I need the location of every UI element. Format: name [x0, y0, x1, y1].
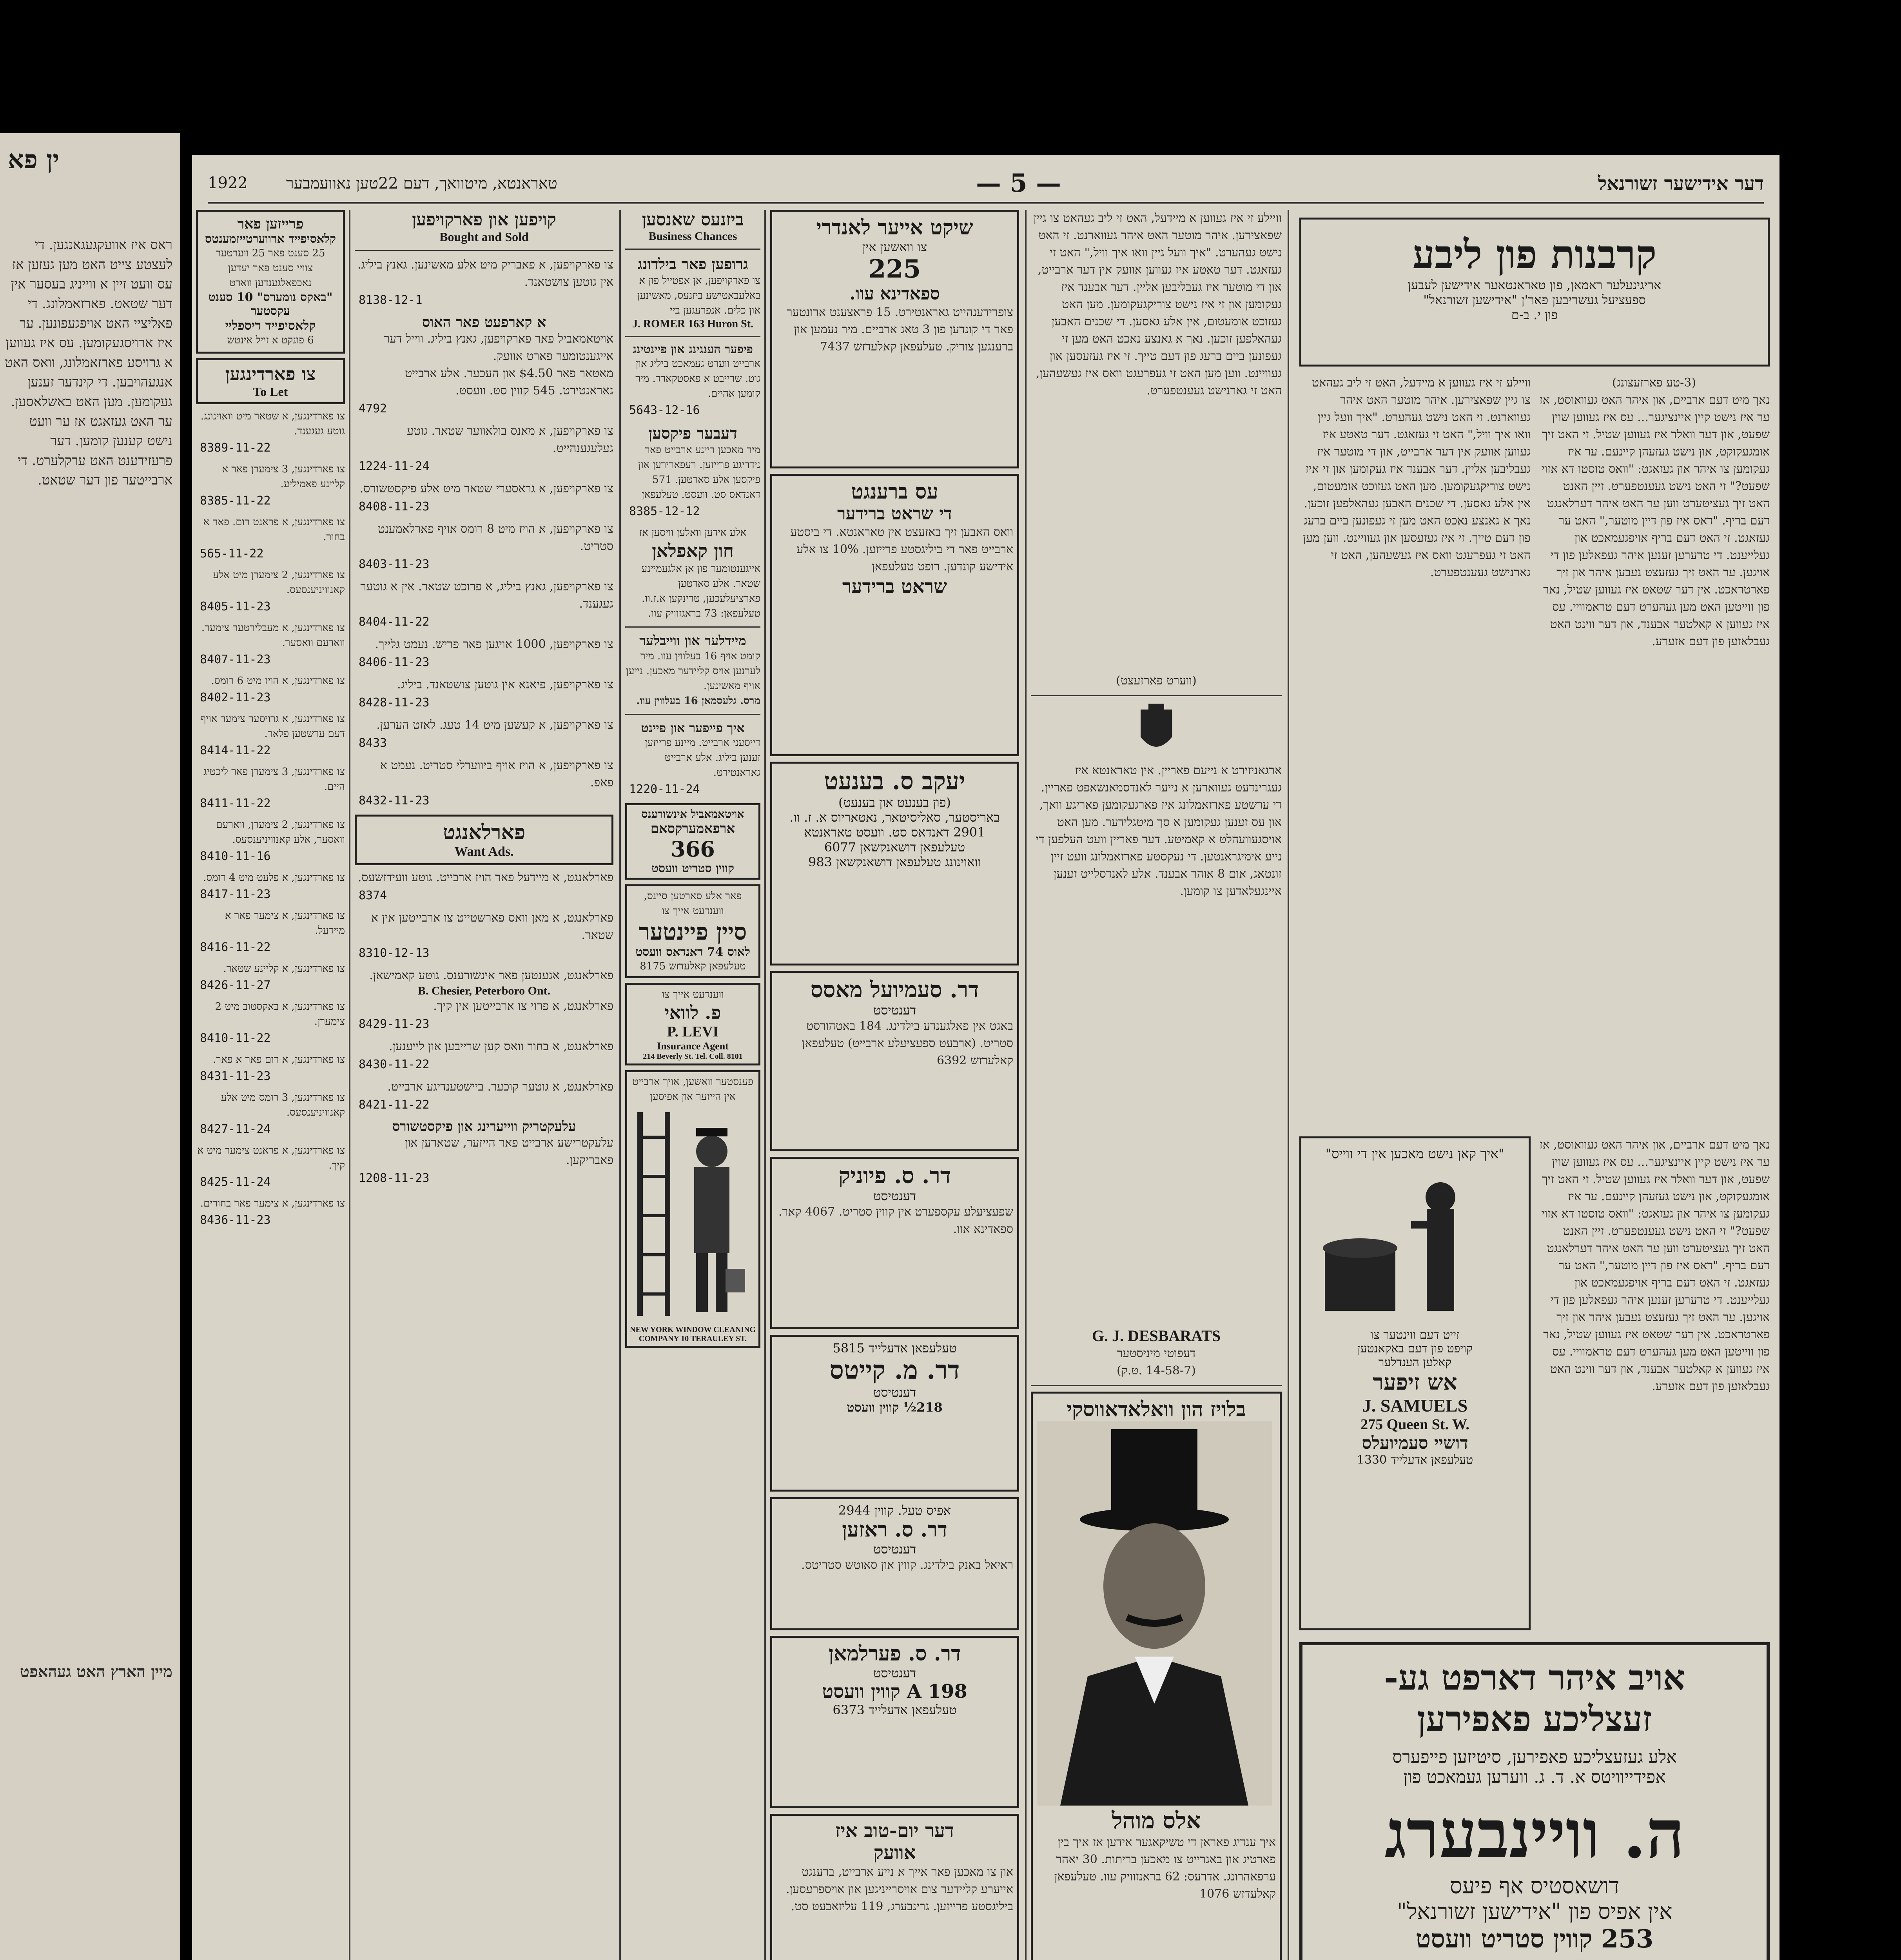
rental-ad: צו פארדינגען, א פראנט רום. פאר א בחור. [203, 516, 345, 543]
novel-title-box [1299, 218, 1770, 367]
dentist-rosen-name: דר. ס. ראזען [842, 1518, 947, 1542]
laundry-title: שיקט אייער לאנדרי [816, 216, 973, 240]
rental-ad: צו פארדינגען, 3 צימערן פאר א קליינע פאמיליע. [222, 463, 345, 490]
lawyer-phone-home: וואוינונג טעלעפאן דושאנקשאן 983 [808, 855, 981, 869]
dentist-piunik-card [770, 1157, 1019, 1329]
dentist-perlman-title: דענטיסט [873, 1666, 916, 1681]
issue-year: 1922 [208, 174, 248, 192]
laundry-sub: צו וואשען אין [862, 240, 927, 254]
bought-sold-title-en: Bought and Sold [439, 230, 529, 244]
notice-body-top: וויילע זי איז געווען א מיידעל, האט זי ליב געהאט צו גיין שפאצירען. איהר מוטער האט איהר געווארנט. זי האט נישט געהערט. "איך וועל גיין וואו איך וויל," האט זי געזאגט. דער טאטע איז געווען אוועק אין דער ארבייט, און די מוטער איז געבליבען אליין. דער אבענד איז געקומען און זי איז נישט צוריקגעקומען. מען האט געזוכט אומעטום, אין אלע גאסען. די שכנים האבען געהאלפען זוכען. נאך א גאנצע נאכט האט מען זי געפונען ביים ברעג פון דעם טייך. זי איז געזעסען און געוויינט. ווען מען האט זי געפרעגט וואס איז געשעהען, האט זי גארנישט געענטפערט. [1033, 211, 1282, 397]
tailor-ad [770, 1814, 1019, 1960]
window-cleaning-ad [625, 1070, 760, 1348]
brothers-ad [770, 474, 1019, 756]
rates-sub: קלאסיפייד ארווערטייזמענטס [205, 232, 336, 246]
novel-author: פון י. ב-ם [1511, 307, 1558, 322]
novel-chapter: (3-טע פארזעצונג) [1612, 376, 1696, 390]
classified-ref: 8406-11-23 [359, 655, 430, 669]
dentist-keith-name: דר. מ. קייטס [829, 1356, 960, 1385]
rental-ref: 8427-11-24 [200, 1122, 271, 1136]
coal-ad-line1: זייט דעם ווינטער צו [1370, 1328, 1460, 1342]
brothers-sub: די שראט ברידער [837, 504, 952, 524]
rental-ad: צו פארדינגען, א באקסטוב מיט 2 צימערן. [215, 1001, 345, 1027]
rental-ref: 8426-11-27 [200, 978, 271, 992]
newspaper-page [192, 155, 1779, 1960]
column-business-chances [625, 210, 760, 1960]
rental-ref: 8407-11-23 [200, 653, 271, 666]
coal-ad-en-name: J. SAMUELS [1362, 1396, 1468, 1416]
dentist-keith-title: דענטיסט [873, 1385, 916, 1400]
novel-credit: ספעציעל געשריבען פאר'ן "אידישען זשורנאל" [1423, 292, 1646, 307]
tailor-text: און צו מאכען פאר אייך א נייע ארבייט, ברענגט אייערע קליידער צום אויסרייניגען און אויספרעסען. ביליגסטע פרייזען. גרינבערג, 119 עליזאבעט סט. [785, 1865, 1013, 1913]
dentist-perlman-phone: טעלעפאן אדעלייד 6373 [833, 1702, 957, 1717]
rental-ad: צו פארדינגען, 3 רומס מיט אלע קאנוויניענסעס. [221, 1092, 345, 1118]
mohel-ad [1031, 1392, 1282, 1960]
coal-ad-en-address: 275 Queen St. W. [1360, 1416, 1469, 1433]
rental-ref: 8389-11-22 [200, 441, 271, 455]
novel-lower-row [1295, 1132, 1774, 1634]
classified-ad: פארלאנגט, א פרוי צו ארבייטען אין קיך. [433, 999, 613, 1013]
legal-ad-line1: אויב איהר דארפט גע- [1384, 1657, 1685, 1698]
dentist-piunik-title: דענטיסט [873, 1189, 916, 1203]
mohel-ad-caption: בלויז הון וואלאדאווסקי [1067, 1397, 1246, 1421]
classified-ad: צו פארקויפען, א קעשען מיט 14 טעג. לאזט הערען. [376, 718, 613, 732]
ad-painting-title: איך פייפער און פיינט [641, 720, 745, 735]
lawyer-name: יעקב ס. בענעט [824, 768, 965, 795]
divider [625, 249, 760, 250]
legal-ad-name: ה. וויינבערג [1384, 1795, 1685, 1873]
laundry-text: צופרידענהייט גאראנטירט. 15 פראצענט ארונטער פאר די קונדען פון 3 טאג ארביים. מיר נעמען און ברענגען צוריק. טעלעפאן קאלעדזש 7437 [786, 305, 1013, 354]
rental-ref: 8402-11-23 [200, 691, 271, 704]
sign-painter-ad [625, 884, 760, 978]
classified-ad: פארלאנגט, א מאן וואס פארשטייט צו ארבייטען אין א שטאר. [371, 911, 613, 942]
rental-ref: 8414-11-22 [200, 744, 271, 757]
legal-ad-line4: אפידייוויטס א. ד. ג. ווערען געמאכט פון [1403, 1767, 1666, 1787]
sign-painter-address: לאוס 74 דאנדאס וועסט [635, 945, 750, 959]
column-bought-sold [355, 210, 613, 1960]
sign-painter-phone: טעלעפאן קאלעדזש 8175 [640, 960, 746, 972]
wanted-header-box [355, 815, 613, 865]
classified-ref: 8421-11-22 [359, 1098, 430, 1112]
classified-ref: 8404-11-22 [359, 615, 430, 629]
classified-heading: עלעקטריק ווייערינג און פיקסטשורס [392, 1119, 576, 1134]
dentist-perlman-name: דר. ס. פערלמאן [828, 1642, 961, 1666]
mohel-name: אלס מוהל [1112, 1807, 1201, 1834]
insurance-agent-head: ווענדעט אייך צו [662, 989, 724, 1000]
rental-ad: צו פארדינגען, א צימער פאר בחורים. [200, 1198, 345, 1209]
window-cleaning-text: פענסטער וואשען, אויך ארבייט אין הייזער און אפיסען [632, 1076, 753, 1103]
bought-sold-title: קויפען און פארקויפען [412, 210, 556, 230]
issue-date: טאראנטא, מיטוואך, דעם 22טען נאוועמבער [286, 174, 557, 192]
auto-insurance-street: קווין סטריט וועסט [651, 862, 735, 875]
dentist-keith-phone: טעלעפאן אדעלייד 5815 [833, 1341, 957, 1356]
divider [1031, 695, 1282, 696]
divider [355, 250, 613, 251]
rental-ad: צו פארדינגען, א צימער פאר א מיידעל. [225, 910, 345, 936]
lawyer-phone: טעלעפאן דושאנקשאן 6077 [824, 840, 965, 855]
dentist-piunik-name: דר. ס. פיוניק [838, 1163, 951, 1189]
ad-school-title: גרופען פאר בילדונג [637, 255, 748, 273]
classified-ad: צו פארקויפען, א גראסערי שטאר מיט אלע פיקסטשורס. [359, 482, 613, 495]
lawyer-card [770, 762, 1019, 965]
rental-ref: 8410-11-22 [200, 1031, 271, 1045]
government-notice-body: ארגאניזירט א נייעם פאריין. אין טאראנטא איז געגרינדעט געווארען א נייער לאנדסמאנשאפט פאריין. די ערשטע פארזאמלונג איז פארגעקומען פאריגע וואך, און עס זענען געקומען א סך מיטגלידער. מען האט אויסגעוועהלט א קאמיטע. דער פאריין וועט העלפען די נייע אימיגראנטען. די נעקסטע פארזאמלונג וועט זיין זונטאג, אום 8 אוהר אבענד. אלע לאנדסלייט זענען איינגעלאדען צו קומען. [1036, 764, 1282, 898]
rental-ad: צו פארדינגען, 2 צימערן, ווארעם וואסער, אלע קאנוויניענסעס. [216, 819, 345, 846]
classified-ref: 8310-12-13 [359, 946, 430, 960]
brothers-text: וואס האבען זיך באזעצט אין טאראנטא. די ביסטע ארבייט פאר די ביליגסטע פרייזען. 10% צו אלע אידישע קונדען. רופט טעלעפאן [790, 525, 1013, 573]
classified-ref: 4792 [359, 402, 387, 416]
novel-body-lower: נאך מיט דעם ארביים, און איהר האט געוואוסט, אז ער איז נישט קיין איינציגער... עס איז געווען שוין שפעט, און דער וואלד איז געווען שטיל. זי האט זיך אומגעקוקט, און נישט געזעהן קיינעם. ער איז געקומען צו איהר און געזאגט: "וואס טוסטו דא אזוי שפעט?" זי האט נישט געענטפערט. זיין האנט האט זיך געציטערט ווען ער האט איהר דערלאנגט דעם בריף. "דאס איז פון דיין מוטער," האט ער געזאגט. זי האט דעם בריף אויפגעמאכט און געלייענט. די טרערען זענען איהר געפאלען פון די אויגען. ער האט זיך געזעצט נעבען איהר און זיך פארטראכט. אין דער שטאט איז געווען שטיל, נאר פון ווייטען האט מען געהערט דעם טראמוויי. עס איז געווען א קאלטער אבענד, און דער ווינט האט געבלאזען פון דעם אזערע. [1539, 1138, 1770, 1393]
dentist-moss-name: דר. סעמיועל מאסס [810, 977, 979, 1003]
novel-text-col-left [1299, 374, 1531, 1132]
desbarats-title: דעפוטי מיניסטער [1117, 1347, 1196, 1360]
sign-painter-title: סיין פיינטער [639, 918, 747, 945]
paper-name: דער אידישער זשורנאל [1598, 172, 1764, 194]
classified-ad: צו פארקויפען, גאנץ ביליג, א פרוכט שטאר. אין א גוטער געגענד. [360, 580, 613, 611]
dentist-rosen-text: ראיאל באנק בילדינג. קווין און סאוטש סטריטס. [801, 1558, 1013, 1572]
dentist-rosen-title: דענטיסט [873, 1542, 916, 1557]
rental-ad: צו פארדינגען, א פלעט מיט 4 רומס. [203, 872, 345, 884]
coal-ad-name: אש זיפער [1373, 1369, 1457, 1395]
classified-ref: 8432-11-23 [359, 794, 430, 808]
rental-ad: צו פארדינגען, א הויז מיט 6 רומס. [211, 675, 345, 687]
prev-page-masthead: ין פא [8, 145, 60, 174]
classified-ref: 8408-11-23 [359, 500, 430, 514]
dentist-moss-title: דענטיסט [873, 1003, 916, 1018]
dentist-keith-card [770, 1335, 1019, 1492]
novel-body-continued: וויילע זי איז געווען א מיידעל, האט זי ליב געהאט צו גיין שפאצירען. איהר מוטער האט איהר געווארנט. זי האט נישט געהערט. "איך וועל גיין וואו איך וויל," האט זי געזאגט. דער טאטע איז געווען אוועק אין דער ארבייט, און די מוטער איז געבליבען אליין. דער אבענד איז געקומען און זי איז נישט צוריקגעקומען. מען האט געזוכט אומעטום, אין אלע גאסען. די שכנים האבען געהאלפען זוכען. נאך א גאנצע נאכט האט מען זי געפונען ביים ברעג פון דעם טייך. זי איז געזעסען און געוויינט. ווען מען האט זי געפרעגט וואס איז געשעהען, האט זי גארנישט געענטפערט. [1303, 376, 1531, 579]
legal-ad-line2: זעצליכע פאפירען [1417, 1698, 1652, 1739]
to-let-header-box [196, 358, 345, 404]
ad-rubber-text: מיר מאכען ריינע ארבייט פאר נידריגע פרייזען. רעפארירען און פיקסען אלע סארטען. 571 דאנדאס סט. וועסט. טעלעפאן [638, 444, 760, 501]
dentist-piunik-text: שפעציעלע עקספערט אין קווין סטריט. 4067 קאר. ספאדינא אוו. [778, 1205, 1013, 1236]
rental-ad: צו פארדינגען, א רום פאר א פאר. [213, 1054, 345, 1065]
dentist-keith-address: 218½ קווין וועסט [847, 1400, 943, 1415]
rental-ad: צו פארדינגען, 3 צימערן פאר ליכטיג היים. [203, 766, 345, 793]
classified-ad: פארלאנגט, אגענטען פאר אינשורענס. גוטע קאמישאן. [369, 969, 613, 982]
laundry-address-number: 225 [868, 254, 921, 284]
classified-ad: אויטאמאביל פאר פארקויפען, גאנץ ביליג. ווייל דער אייגענטומער פארט אוועק. [384, 332, 613, 363]
insurance-agent-en-title: Insurance Agent [657, 1040, 729, 1052]
ad-painter-title: פיפער הענגינג און פיינטינג [632, 343, 753, 356]
to-let-title: צו פארדינגען [225, 363, 316, 385]
crest-icon [1031, 702, 1282, 760]
ad-sewing-title: מיידלער און ווייבלער [639, 633, 746, 649]
rental-ref: 8416-11-22 [200, 940, 271, 954]
classified-ref: 8433 [359, 736, 387, 750]
ad-painting-ref: 1220-11-24 [629, 782, 700, 796]
column-professional-cards [770, 210, 1019, 1960]
tailor-title: דער יום-טוב איז [835, 1820, 954, 1842]
mohel-text: איך ענדיג פאראן די טשיקאגער אידען אז איך בין פארטיג און באגרייט צו מאכען בריתות. 30 יאהר ערפאהרונג. אדרעס: 62 בראנזוויק עוו. טעלעפאן קאלעדזש 1076 [1054, 1835, 1276, 1901]
rates-display-title: קלאסיפייד דיספליי [225, 318, 316, 333]
wanted-title-en: Want Ads. [454, 844, 514, 859]
sign-painter-head: פאר אלע סארטען סיינס, ווענדעט אייך צו [644, 890, 742, 917]
auto-insurance-number: 366 [671, 837, 715, 862]
insurance-agent-en-address: 214 Beverly St. Tel. Coll. 8101 [643, 1052, 743, 1061]
rental-ref: 8410-11-16 [200, 849, 271, 863]
divider [625, 714, 760, 715]
column-rule [764, 210, 766, 1960]
rental-ref: 8425-11-24 [200, 1175, 271, 1189]
novel-title: קרבנות פון ליבע [1412, 231, 1657, 278]
rental-ad: צו פארדינגען, א קליינע שטאר. [223, 963, 345, 975]
legal-ad-line5: דושאסטיס אף פיעס [1449, 1873, 1620, 1899]
window-cleaning-address: COMPANY 10 TERAULEY ST. [639, 1334, 747, 1343]
mohel-portrait [1037, 1421, 1272, 1806]
insurance-agent-name: פ. לוואי [664, 1002, 721, 1023]
legal-ad-line3: אלע געזעצליכע פאפירען, סיטיזען פייפערס [1392, 1747, 1677, 1767]
dentist-moss-card [770, 971, 1019, 1151]
column-to-let [196, 210, 345, 1960]
ad-kaplan-title: חון קאפלאן [652, 540, 734, 561]
ad-sewing-contact: מרס. גלעסמאן 16 בעלווין עוו. [636, 695, 760, 707]
ad-kaplan-head: אלע אידען וואלען וויסען אז [639, 527, 747, 539]
rates-line: 25 סענט פאר 25 ווערטער [216, 247, 325, 259]
novel-text-col-right [1538, 374, 1770, 1132]
ad-painting-text: דייסעני ארבייט. מיינע פרייזען זענען ביליג. אלע ארבייט גאראנטירט. [644, 737, 760, 779]
column-serial-novel [1295, 210, 1774, 1960]
column-rule [619, 210, 621, 1960]
page-number: — 5 — [976, 169, 1061, 198]
novel-body: נאך מיט דעם ארביים, און איהר האט געוואוסט, אז ער איז נישט קיין איינציגער... עס איז געווען שוין שפעט, און דער וואלד איז געווען שטיל. זי האט זיך אומגעקוקט, און נישט געזעהן קיינעם. ער איז געקומען צו איהר און געזאגט: "וואס טוסטו דא אזוי שפעט?" זי האט נישט געענטפערט. זיין האנט האט זיך געציטערט ווען ער האט איהר דערלאנגט דעם בריף. "דאס איז פון דיין מוטער," האט ער געזאגט. זי האט דעם בריף אויפגעמאכט און געלייענט. די טרערען זענען איהר געפאלען פון די אויגען. ער האט זיך געזעצט נעבען איהר און זיך פארטראכט. אין דער שטאט איז געווען שטיל, נאר פון ווייטען האט מען געהערט דעם טראמוויי. עס איז געווען א קאלטער אבענד, און דער ווינט האט געבלאזען פון דעם אזערע. [1539, 393, 1770, 648]
novel-subtitle: אריגינעלער ראמאן, פון טאראנטאער אידישען לעבען [1408, 278, 1662, 292]
classified-ad: צו פארקויפען, פיאנא אין גוטען צושטאנד. ביליג. [397, 678, 613, 691]
wanted-title: פארלאנגט [443, 820, 526, 844]
column-rule [349, 210, 350, 1960]
coal-ad [1299, 1136, 1531, 1630]
lawyer-address: 2901 דאנדאס סט. וועסט טאראנטא [804, 825, 985, 840]
ad-kaplan-text: אייגענטומער פון אן אלגעמיינע שטאר. אלע סארטען פארציעלעכען, טרינקען א.ז.וו. טעלעפאן: 73 בראגזוויק עוו. [641, 563, 760, 619]
coal-ad-yiddish-name: דושיי סעמיועלס [1362, 1433, 1468, 1453]
previous-page-strip [0, 133, 180, 1960]
auto-insurance-sub: ארפאמערקסאם [650, 821, 735, 837]
laundry-street: ספאדינא עוו. [849, 284, 940, 304]
column-rule [1025, 210, 1027, 1960]
column-rule [1288, 210, 1289, 1960]
legal-ad-line6: אין אפיס פון "אידישען זשורנאל" [1397, 1899, 1672, 1924]
brothers-name: שראט ברידער [842, 575, 947, 597]
rates-title: פרייזען פאר [237, 216, 304, 232]
dentist-rosen-phone: אפיס טעל. קווין 2944 [838, 1503, 951, 1518]
desbarats-name: G. J. DESBARATS [1092, 1327, 1221, 1345]
dentist-perlman-address: 198 A קווין וועסט [822, 1681, 967, 1702]
classified-ad: עלעקטרישע ארבייט פאר הייזער, שטארען און פאבריקען. [405, 1136, 613, 1167]
classified-ad: פארלאנגט, א גוטער קוכער. ביישטענדיגע ארבייט. [387, 1080, 613, 1094]
lawyer-title: באריסטער, סאליסיטאר, נאטאריוס א. ז. וו. [789, 810, 1000, 825]
ad-painter-text: ארבייט ווערט געמאכט ביליג און גוט. שרייבט א פאסטקארד. מיר קומען אהיים. [635, 358, 760, 399]
classified-ref: 1208-11-23 [359, 1171, 430, 1185]
rental-ref: 8411-11-22 [200, 797, 271, 810]
rates-box [196, 210, 345, 354]
rental-ref: 8436-11-23 [200, 1213, 271, 1227]
brothers-title: עס ברענגט [851, 480, 938, 504]
business-chances-title-en: Business Chances [648, 230, 737, 243]
window-cleaning-company: NEW YORK WINDOW CLEANING [630, 1325, 756, 1334]
ad-rubber-ref: 8385-12-12 [629, 505, 700, 518]
novel-text-columns [1295, 374, 1774, 1132]
dentist-rosen-card [770, 1497, 1019, 1630]
rental-ref: 8405-11-23 [200, 600, 271, 613]
rental-ref: 8385-11-22 [200, 494, 271, 508]
ad-painter-ref: 5643-12-16 [629, 403, 700, 417]
classified-ad: צו פארקויפען, א הויז אויף ביווערלי סטריט. נעמט א פאפ. [380, 759, 613, 789]
rates-line: צוויי סענט פאר יעדען נאכפאלגענדען ווארט [228, 262, 313, 289]
classified-ref: 8138-12-1 [359, 293, 423, 307]
rates-line: 6 פונקט א זייל אינטש [227, 334, 314, 346]
divider [625, 626, 760, 628]
rental-ref: 565-11-22 [200, 547, 264, 561]
classified-ad: צו פארקויפען, 1000 אויגען פאר פריש. נעמט גלייך. [375, 637, 613, 651]
coal-ad-phone: טעלעפאן אדעלייד 1330 [1357, 1453, 1473, 1467]
auto-insurance-title: אויטאמאביל אינשורענס [641, 808, 744, 820]
prev-page-body: ראס איז אוועקגעגאנגען. די לעצטע צייט האט מען געזען אז עס וועט זיין א ווייניג בעסער אין דער שטאט. פארזאמלונג. די פאליציי האט אויפגעפונען. ער איז ארויסגעקומען. עס איז געווען א גרויסע פארזאמלונג, וואס האט אנגעהויבען. די קינדער זענען געקומען. מען האט באשלאסען. ער האט געזאגט אז ער וועט נישט קענען קומען. דער פרעזידענט האט ערקלערט. די ארבייטער פון דער שטאט. [4, 237, 172, 488]
prev-page-section-title: מיין הארץ האט געהאפט [20, 1662, 172, 1681]
rental-ad: צו פארדינגען, 2 צימערן מיט אלע קאנוויניענסעס. [213, 569, 345, 596]
tailor-sub: אוועק [873, 1842, 916, 1864]
classified-ad: פארלאנגט, א בחור וואס קען שרייבען און לייענען. [388, 1040, 613, 1053]
dentist-perlman-card [770, 1636, 1019, 1808]
divider [625, 336, 760, 337]
classified-ref: 8429-11-23 [359, 1017, 430, 1031]
classified-ref: 8403-11-23 [359, 557, 430, 571]
rental-ad: צו פארדינגען, א מעבלירטער צימער. ווארעם וואסער. [201, 622, 345, 649]
ad-school-contact: J. ROMER 163 Huron St. [632, 318, 754, 330]
to-let-title-en: To Let [253, 385, 288, 399]
coal-ad-quote: "איך קאן נישט מאכען אין די ווייס" [1325, 1146, 1505, 1162]
ad-school-text: צו פארקויפען, אן אפטייל פון א באלעבאטישע ביזנעס, מאשינען און כלים. אנפרעגען ביי [637, 275, 760, 316]
classified-ad: צו פארקויפען, א הויז מיט 8 רומס אויף פארלאמענט סטריט. [377, 522, 613, 553]
classified-ref: 8430-11-22 [359, 1058, 430, 1071]
classified-contact: B. Chesier, Peterboro Ont. [417, 984, 551, 997]
insurance-agent-ad [625, 983, 760, 1065]
desbarats-ref: (14-58-7 .ט.ק) [1117, 1364, 1196, 1377]
notice-continued: (ווערט פארזעצט) [1116, 674, 1197, 688]
rental-ref: 8431-11-23 [200, 1069, 271, 1083]
rental-ref: 8417-11-23 [200, 887, 271, 901]
rates-box-numbers: "באקס נומערס" 10 סענט עקסטער [208, 290, 333, 318]
auto-insurance-ad [625, 803, 760, 880]
classified-ref: 8428-11-23 [359, 696, 430, 710]
legal-papers-ad [1299, 1642, 1770, 1960]
rental-ad: צו פארדינגען, א גרויסער צימער אויף דעם ערשטען פלאר. [200, 713, 345, 740]
coal-ad-line2: קויפט פון דעם באקאנטען [1357, 1342, 1473, 1356]
rental-ad: צו פארדינגען, א פראנט צימער מיט א קיך. [197, 1145, 345, 1171]
dentist-moss-text: באגט אין פאלגענדע בילדינג. 184 באטהורסט סטריט. (ארבעט ספעציעלע ארבייט) טעלעפאן קאלעדזש 6392 [802, 1019, 1013, 1067]
laundry-ad [770, 210, 1019, 468]
coal-ad-line3: קאלען הענדלער [1378, 1356, 1452, 1369]
classified-ad: פארלאנגט, א מיידעל פאר הויז ארבייט. גוטע וועידזשעס. [357, 871, 613, 884]
ad-rubber-title: דעבער פיקסען [648, 424, 737, 443]
ad-sewing-text: קומט אויף 16 בעלווין עוו. מיר לערנען אויס קליידער מאכען. נייען אויף מאשינען. [626, 650, 760, 692]
classified-ref: 8374 [359, 889, 387, 902]
classified-ad: צו פארקויפען, א פאבריק מיט אלע מאשינען. גאנץ ביליג. אין גוטען צושטאנד. [357, 258, 613, 289]
coal-man-illustration [1309, 1162, 1521, 1327]
rental-ad: צו פארדינגען, א שטאר מיט וואוינונג. גוטע געגענד. [200, 410, 345, 437]
classified-ad: צו פארקויפען, א מאנס בולאווער שטאר. גוטע געלעגענהייט. [407, 424, 613, 455]
insurance-agent-en-name: P. LEVI [667, 1024, 719, 1040]
window-cleaner-illustration [629, 1104, 755, 1324]
classified-heading: א קארפעט פאר האוס [422, 314, 546, 330]
legal-ad-address: 253 קווין סטריט וועסט [1415, 1924, 1654, 1954]
classified-ref: 1224-11-24 [359, 459, 430, 473]
page-header [208, 169, 1764, 204]
divider [1031, 1385, 1282, 1386]
business-chances-title: ביזנעס שאנסען [642, 210, 744, 230]
classified-ad: מאטאר פאר $4.50 און העכער. אלע ארבייט גאראנטירט. 545 קווין סט. וועסט. [405, 367, 613, 397]
column-notices [1031, 210, 1282, 1960]
lawyer-firm: (פון בענעט און בענעט) [838, 795, 951, 810]
